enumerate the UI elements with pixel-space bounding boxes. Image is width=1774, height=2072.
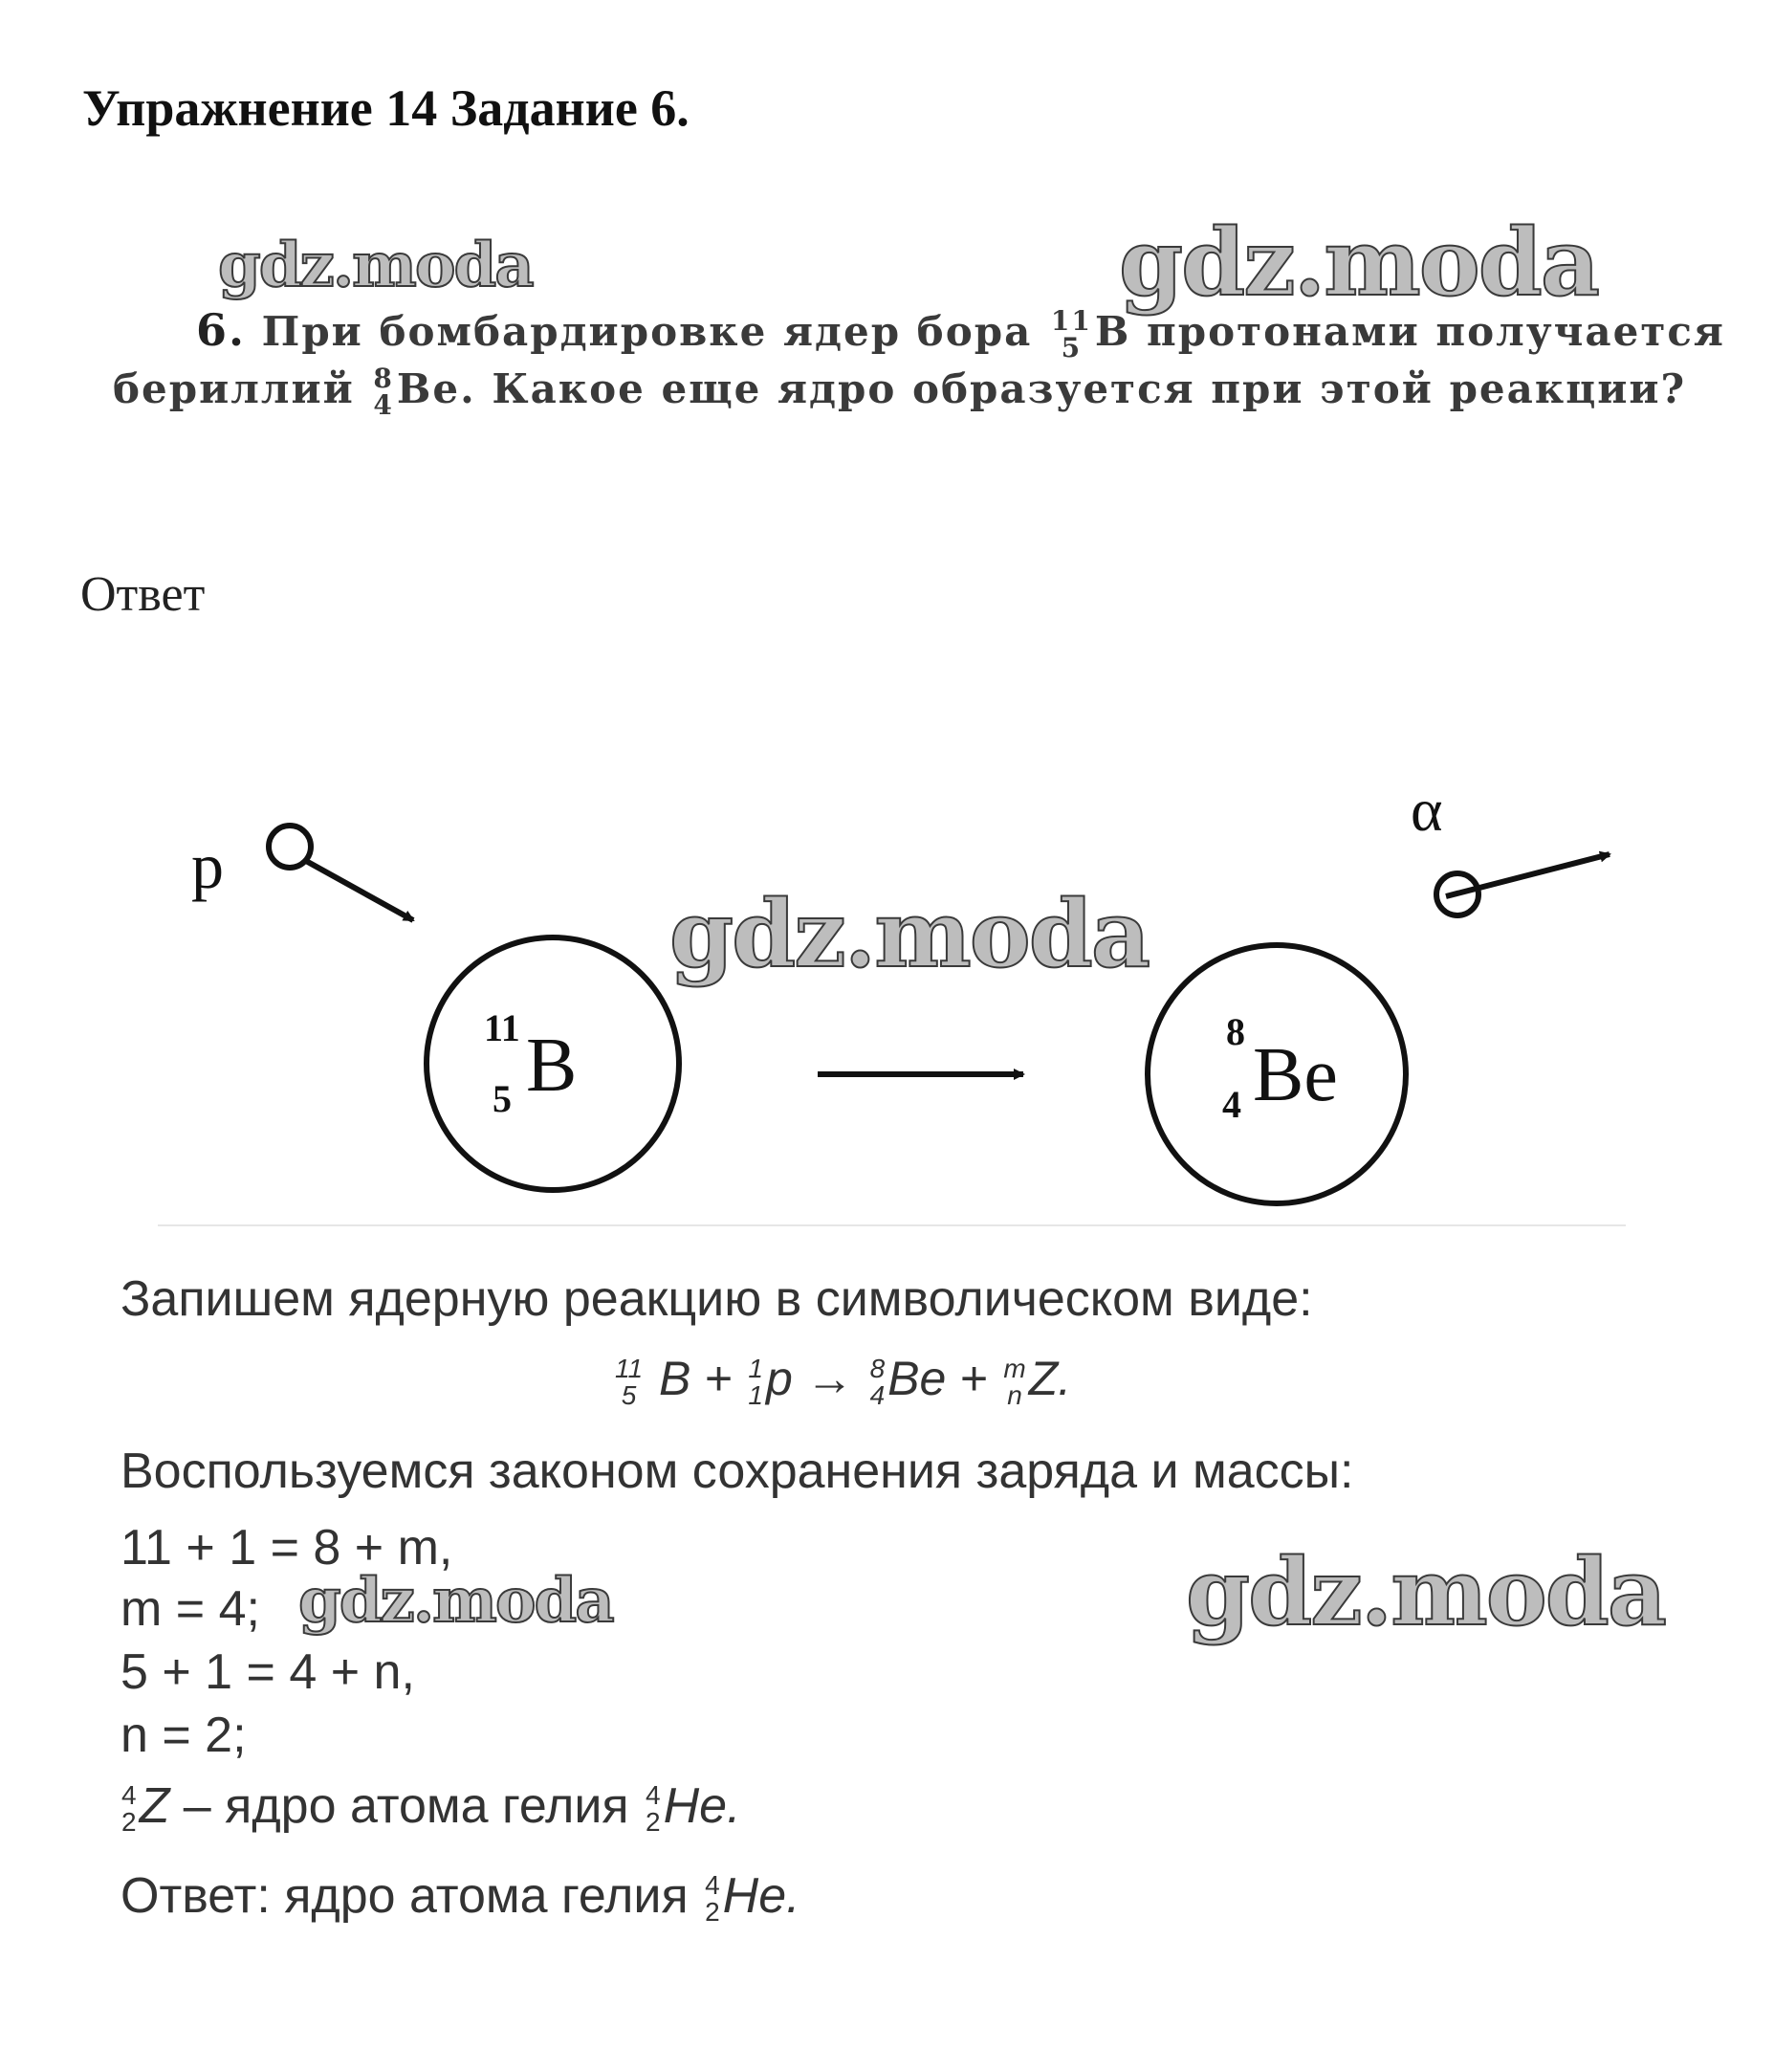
answer-label: Ответ bbox=[80, 567, 206, 622]
task-text-1a: При бомбардировке ядер бора bbox=[261, 308, 1033, 355]
result-line: 4 2 Z – ядро атома гелия 4 2 He. bbox=[121, 1778, 741, 1838]
task-number: 6. bbox=[196, 304, 247, 356]
svg-text:8: 8 bbox=[1226, 1010, 1245, 1053]
svg-text:5: 5 bbox=[493, 1077, 512, 1120]
proton-arrow bbox=[306, 861, 413, 920]
task-line-2: бериллий 8 4 Be. Какое еще ядро образуется при этой реакции? bbox=[113, 363, 1687, 421]
task-text-2a: бериллий bbox=[113, 365, 355, 412]
task-text-2b: . Какое еще ядро образуется при этой реакции? bbox=[460, 365, 1687, 412]
result-m: m = 4; bbox=[120, 1581, 260, 1637]
boron-label: B bbox=[526, 1024, 578, 1108]
result-n: n = 2; bbox=[120, 1708, 247, 1763]
proton-circle bbox=[269, 826, 311, 868]
equation-mass: 11 + 1 = 8 + m, bbox=[120, 1520, 453, 1576]
watermark: gdz.moda bbox=[1119, 209, 1599, 317]
watermark: gdz.moda bbox=[218, 230, 533, 301]
boron-symbol: 11 5 bbox=[1050, 305, 1092, 364]
conservation-law: Воспользуемся законом сохранения заряда и массы: bbox=[120, 1444, 1354, 1499]
watermark: gdz.moda bbox=[298, 1565, 613, 1637]
reaction-equation: 11 5 B + 1 1 p → 8 4 Be + m n Z. bbox=[615, 1352, 1072, 1410]
final-answer: Ответ: ядро атома гелия 4 2 He. bbox=[120, 1868, 800, 1928]
task-line-1: 6. При бомбардировке ядер бора 11 5 B протонами получается bbox=[196, 304, 1725, 364]
page-title: Упражнение 14 Задание 6. bbox=[82, 79, 690, 137]
watermark: gdz.moda bbox=[1186, 1538, 1666, 1646]
solution-intro: Запишем ядерную реакцию в символическом виде: bbox=[120, 1271, 1313, 1327]
equation-charge: 5 + 1 = 4 + n, bbox=[120, 1644, 415, 1700]
svg-text:4: 4 bbox=[1222, 1083, 1241, 1126]
watermark: gdz.moda bbox=[669, 880, 1150, 988]
task-text-1b: протонами получается bbox=[1147, 308, 1725, 355]
beryllium-label: Be bbox=[1253, 1033, 1338, 1117]
proton-label: p bbox=[191, 829, 224, 902]
svg-text:11: 11 bbox=[484, 1006, 520, 1049]
beryllium-symbol: 8 4 bbox=[373, 363, 394, 421]
alpha-label: α bbox=[1411, 776, 1443, 844]
